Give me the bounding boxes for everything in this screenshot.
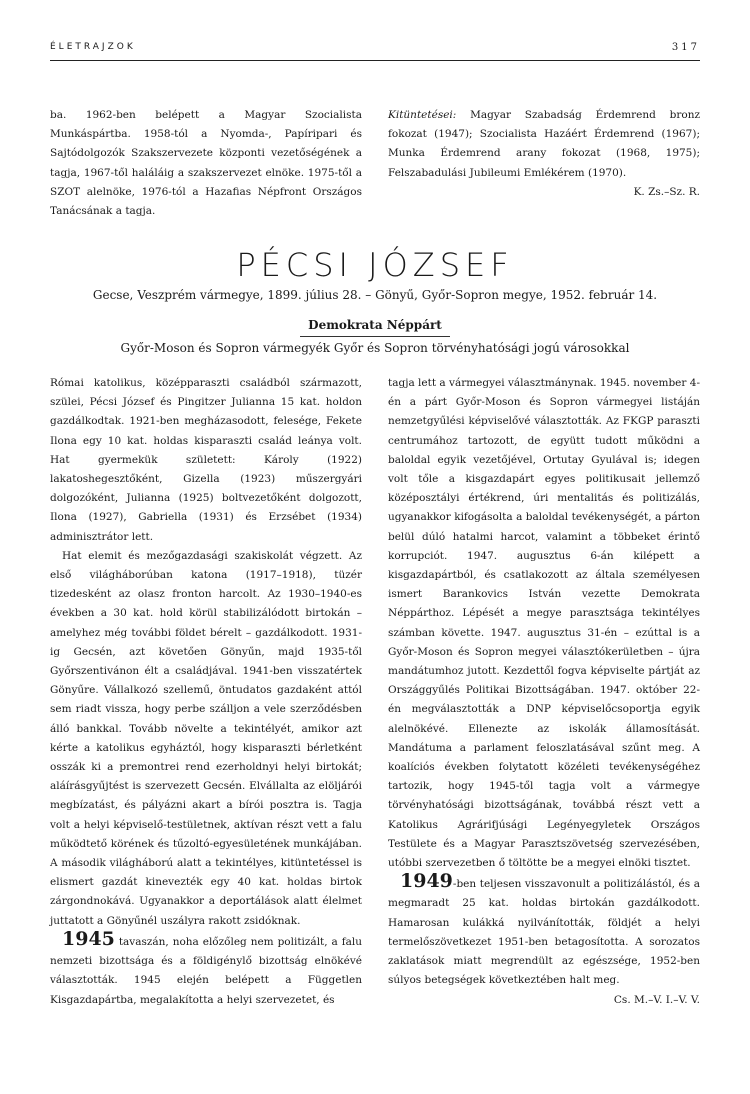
bio-paragraph-3-continued: tagja lett a vármegyei választmánynak. 1945. november 4-én a párt Győr-Moson és Sopron vármegyei listáján nemzetgyűlési képviselővé választották. Az FKGP paraszti centrumához tartozott, de együtt tudott működni a baloldal egyik vezetőjével, Ortutay Gyulával is; idegen volt tőle a kisgazdapárt egyes politikusait jellemző középosztályi értékrend, úri mentalitás és politizálás, ugyanakkor kifogásolta a baloldal tevékenységét, a párton belül dúló hatalmi harcot, valamint a többeket érintő korrupciót. 1947. augusztus 6-án kilépett a kisgazdapártból, és csatlakozott az általa személyesen ismert Barankovics István vezette Demokrata Néppárthoz. Lépését a megye parasztsága tekintélyes számban követte. 1947. augusztus 31-én – ezúttal is a Győr-Moson és Sopron megyei választókerületben – újra mandátumhoz jutott. Kezdettől fogva képviselte pártját az Országgyűlés Politikai Bizottságában. 1947. október 22-én megválasztották a DNP képviselőcsoportja egyik alelnökévé. Ellenezte az iskolák államosítását. Mandátuma a parlament feloszlatásával szűnt meg. A koalíciós években folytatott közéleti tevékenységéhez tartozik, hogy 1945-től tagja volt a vármegye törvényhatósági bizottságának, továbbá részt vett a Katolikus Agrárifjúsági Legényegyletek Országos Testülete és a Magyar Parasztszövetség szervezésében, utóbbi szervezetben ő töltötte be a megyei elnöki tisztet. <box>388 377 700 870</box>
bio-paragraph-3 <box>50 927 362 1010</box>
section-title: ÉLETRAJZOK <box>50 42 136 52</box>
entry-name: PÉCSI JÓZSEF <box>236 246 514 284</box>
bio-paragraph-4 <box>388 870 700 990</box>
year-1949: 1949 <box>400 870 453 893</box>
page-number: 317 <box>671 42 700 53</box>
biography-left-column <box>50 374 362 1010</box>
party-underline <box>300 336 450 337</box>
bio-paragraph-3-text: tavaszán, noha előzőleg nem politizált, a falu nemzeti bizottsága és a földigénylő bizottság elnökévé választották. 1945 elején belépett a Független Kisgazdapártba, megalakította a helyi szervezetet, és <box>50 935 362 1006</box>
entry-birth-death: Gecse, Veszprém vármegye, 1899. július 28. – Gönyű, Győr-Sopron megye, 1952. február 14. <box>92 288 658 302</box>
bio-paragraph-4-text: -ben teljesen visszavonult a politizálástól, és a megmaradt 25 kat. holdas birtokán gazdálkodott. Hamarosan kulákká nyilvánították, földjét a helyi termelőszövetkezet 1951-ben betagosította. A sorozatos zaklatások miatt megrendült az egészsége, 1952-ben súlyos betegségek következtében halt meg. <box>388 878 700 987</box>
prev-entry-text: ba. 1962-ben belépett a Magyar Szocialista Munkáspártba. 1958-tól a Nyomda-, Papíripari és Sajtódolgozók Szakszervezete központi vezetőségének a tagja, 1967-től haláláig a szakszervezet elnöke. 1975-től a SZOT alelnöke, 1976-tól a Hazafias Népfront Országos Tanácsának a tagja. <box>50 109 362 218</box>
biography-right-column <box>388 374 700 1010</box>
entry-signature: Cs. M.–V. I.–V. V. <box>613 993 700 1006</box>
entry-party: Demokrata Néppárt <box>308 318 442 332</box>
bio-paragraph-1: Római katolikus, középparaszti családból származott, szülei, Pécsi József és Pingitzer Julianna 15 kat. holdon gazdálkodtak. 1921-ben megházasodott, felesége, Fekete Ilona egy 10 kat. holdas kisparaszti család leánya volt. Hat gyermekük született: Károly (1922) lakatoshegesztőként, Gizella (1923) műszergyári dolgozóként, Julianna (1925) boltvezetőként dolgozott, Ilona (1927), Gabriella (1931) és Erzsébet (1934) adminisztrátor lett. <box>50 377 362 543</box>
running-header <box>50 42 700 58</box>
year-1945: 1945 <box>62 927 115 950</box>
entry-district: Győr-Moson és Sopron vármegyék Győr és Sopron törvényhatósági jogú városokkal <box>120 341 630 355</box>
awards-text: Magyar Szabadság Érdemrend bronz fokozat (1947); Szocialista Hazáért Érdemrend (1967); Munka Érdemrend arany fokozat (1968, 1975); Felszabadulási Jubileumi Emlékérem (1970). <box>388 109 700 179</box>
bio-paragraph-2: Hat elemit és mezőgazdasági szakiskolát végzett. Az első világháborúban katona (1917–1918), tüzér tizedesként az olasz fronton harcolt. Az 1930–1940-es években a 30 kat. hold körül stabilizálódott birtokán – amelyhez még további földet bérelt – gazdálkodott. 1931-ig Gecsén, azt követően Gönyűn, majd 1935-től Győrszentivánon élt a családjával. 1941-ben visszatértek Gönyűre. Vállalkozó szellemű, öntudatos gazdaként attól sem riadt vissza, hogy perbe szálljon a vele szerződésben álló bankkal. Tovább növelte a tekintélyét, amikor azt kérte a katolikus egyháztól, hogy kisparaszti bérletként osszák ki a premontrei rend ezerholdnyi helyi birtokát; aláírásgyűjtést is szervezett Gecsén. Elvállalta az elöljárói megbízatást, és pályázni akart a bírói posztra is. Tagja volt a helyi képviselő-testületnek, aktívan részt vett a falu működtető körének és tűzoltó-egyesületének munkájában. A második világháború alatt a tekintélyes, kitüntetéssel is elismert gazdát kinevezték egy 40 kat. holdas birtok zárgondnokává. Ugyanakkor a deportálások alatt élelmet juttatott a Gönyűnél uszályra rakott zsidóknak. <box>50 549 362 927</box>
header-rule <box>50 60 700 61</box>
prev-entry-awards <box>388 106 700 183</box>
prev-entry-left-column <box>50 106 362 221</box>
prev-entry-right-column <box>388 106 700 202</box>
awards-label: Kitüntetései: <box>388 109 457 121</box>
prev-entry-signature: K. Zs.–Sz. R. <box>633 185 700 198</box>
